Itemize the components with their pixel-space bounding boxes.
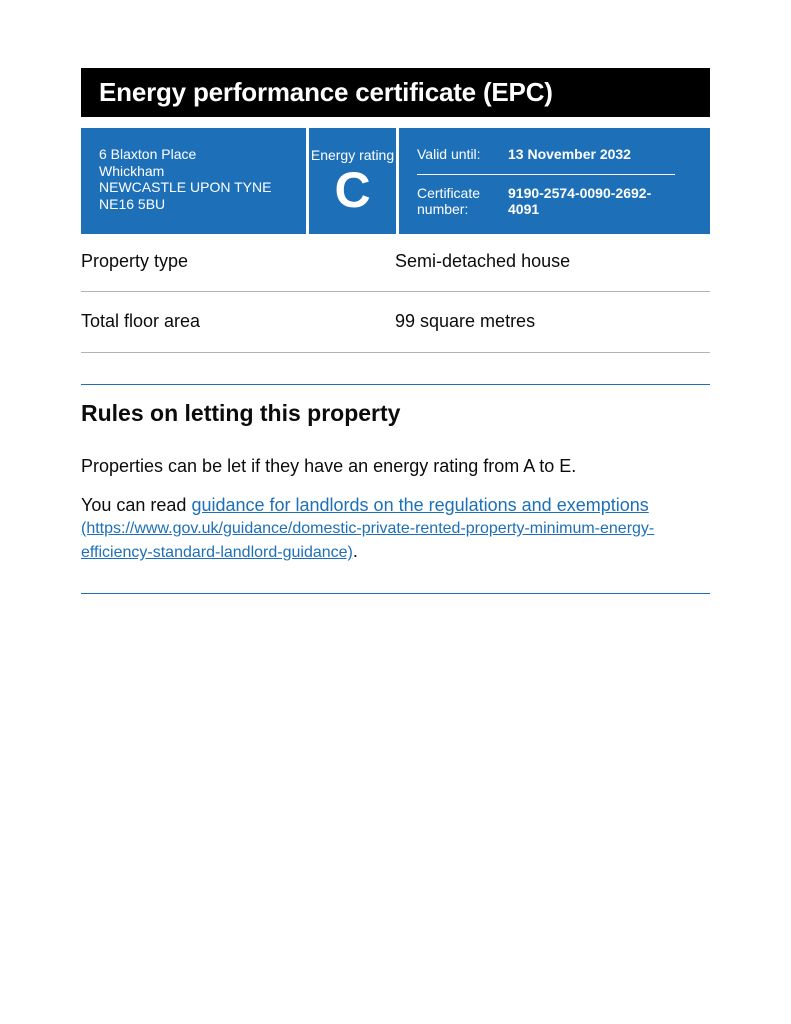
address-line-4: NE16 5BU: [99, 195, 166, 212]
property-type-row: [81, 234, 710, 292]
landlord-guidance-link-url: (https://www.gov.uk/guidance/domestic-private-rented-property-minimum-energy-efficiency-standard-landlord-guidance): [81, 520, 655, 561]
certificate-number-label: Certificate number:: [417, 184, 481, 217]
floor-area-label: Total floor area: [81, 311, 201, 331]
page-title-text: Energy performance certificate (EPC): [99, 77, 553, 107]
property-type-label: Property type: [81, 251, 189, 271]
property-type-value: Semi-detached house: [395, 251, 571, 271]
guidance-prefix: You can read: [81, 495, 192, 515]
floor-area-value: 99 square metres: [395, 311, 536, 331]
valid-until-row: [417, 146, 675, 163]
property-address: [81, 128, 306, 234]
letting-rule-text: Properties can be let if they have an energy rating from A to E.: [81, 456, 577, 476]
certificate-divider: [417, 174, 675, 175]
energy-rating-box: [309, 128, 396, 234]
property-summary-list: [81, 234, 710, 353]
energy-rating-label: Energy rating: [310, 147, 395, 163]
section-divider-bottom: [81, 593, 710, 594]
page-title: [81, 68, 710, 117]
landlord-guidance-link-text: guidance for landlords on the regulations and exemptions: [191, 495, 649, 515]
certificate-number-row: [417, 185, 675, 218]
address-line-3: NEWCASTLE UPON TYNE: [99, 179, 272, 195]
valid-until-value: 13 November 2032: [508, 146, 631, 162]
address-line-1: 6 Blaxton Place: [99, 146, 197, 162]
certificate-details: [399, 128, 710, 234]
epc-summary: [81, 128, 710, 234]
energy-rating-value: C: [334, 162, 371, 218]
certificate-number-value: 9190-2574-0090-2692-4091: [508, 184, 652, 217]
section-divider-top: [81, 384, 710, 385]
valid-until-label: Valid until:: [417, 146, 481, 162]
address-line-2: Whickham: [99, 162, 165, 179]
floor-area-row: [81, 292, 710, 353]
letting-rules-heading: Rules on letting this property: [81, 400, 401, 426]
guidance-suffix: .: [352, 541, 358, 561]
landlord-guidance-text: [81, 494, 710, 564]
